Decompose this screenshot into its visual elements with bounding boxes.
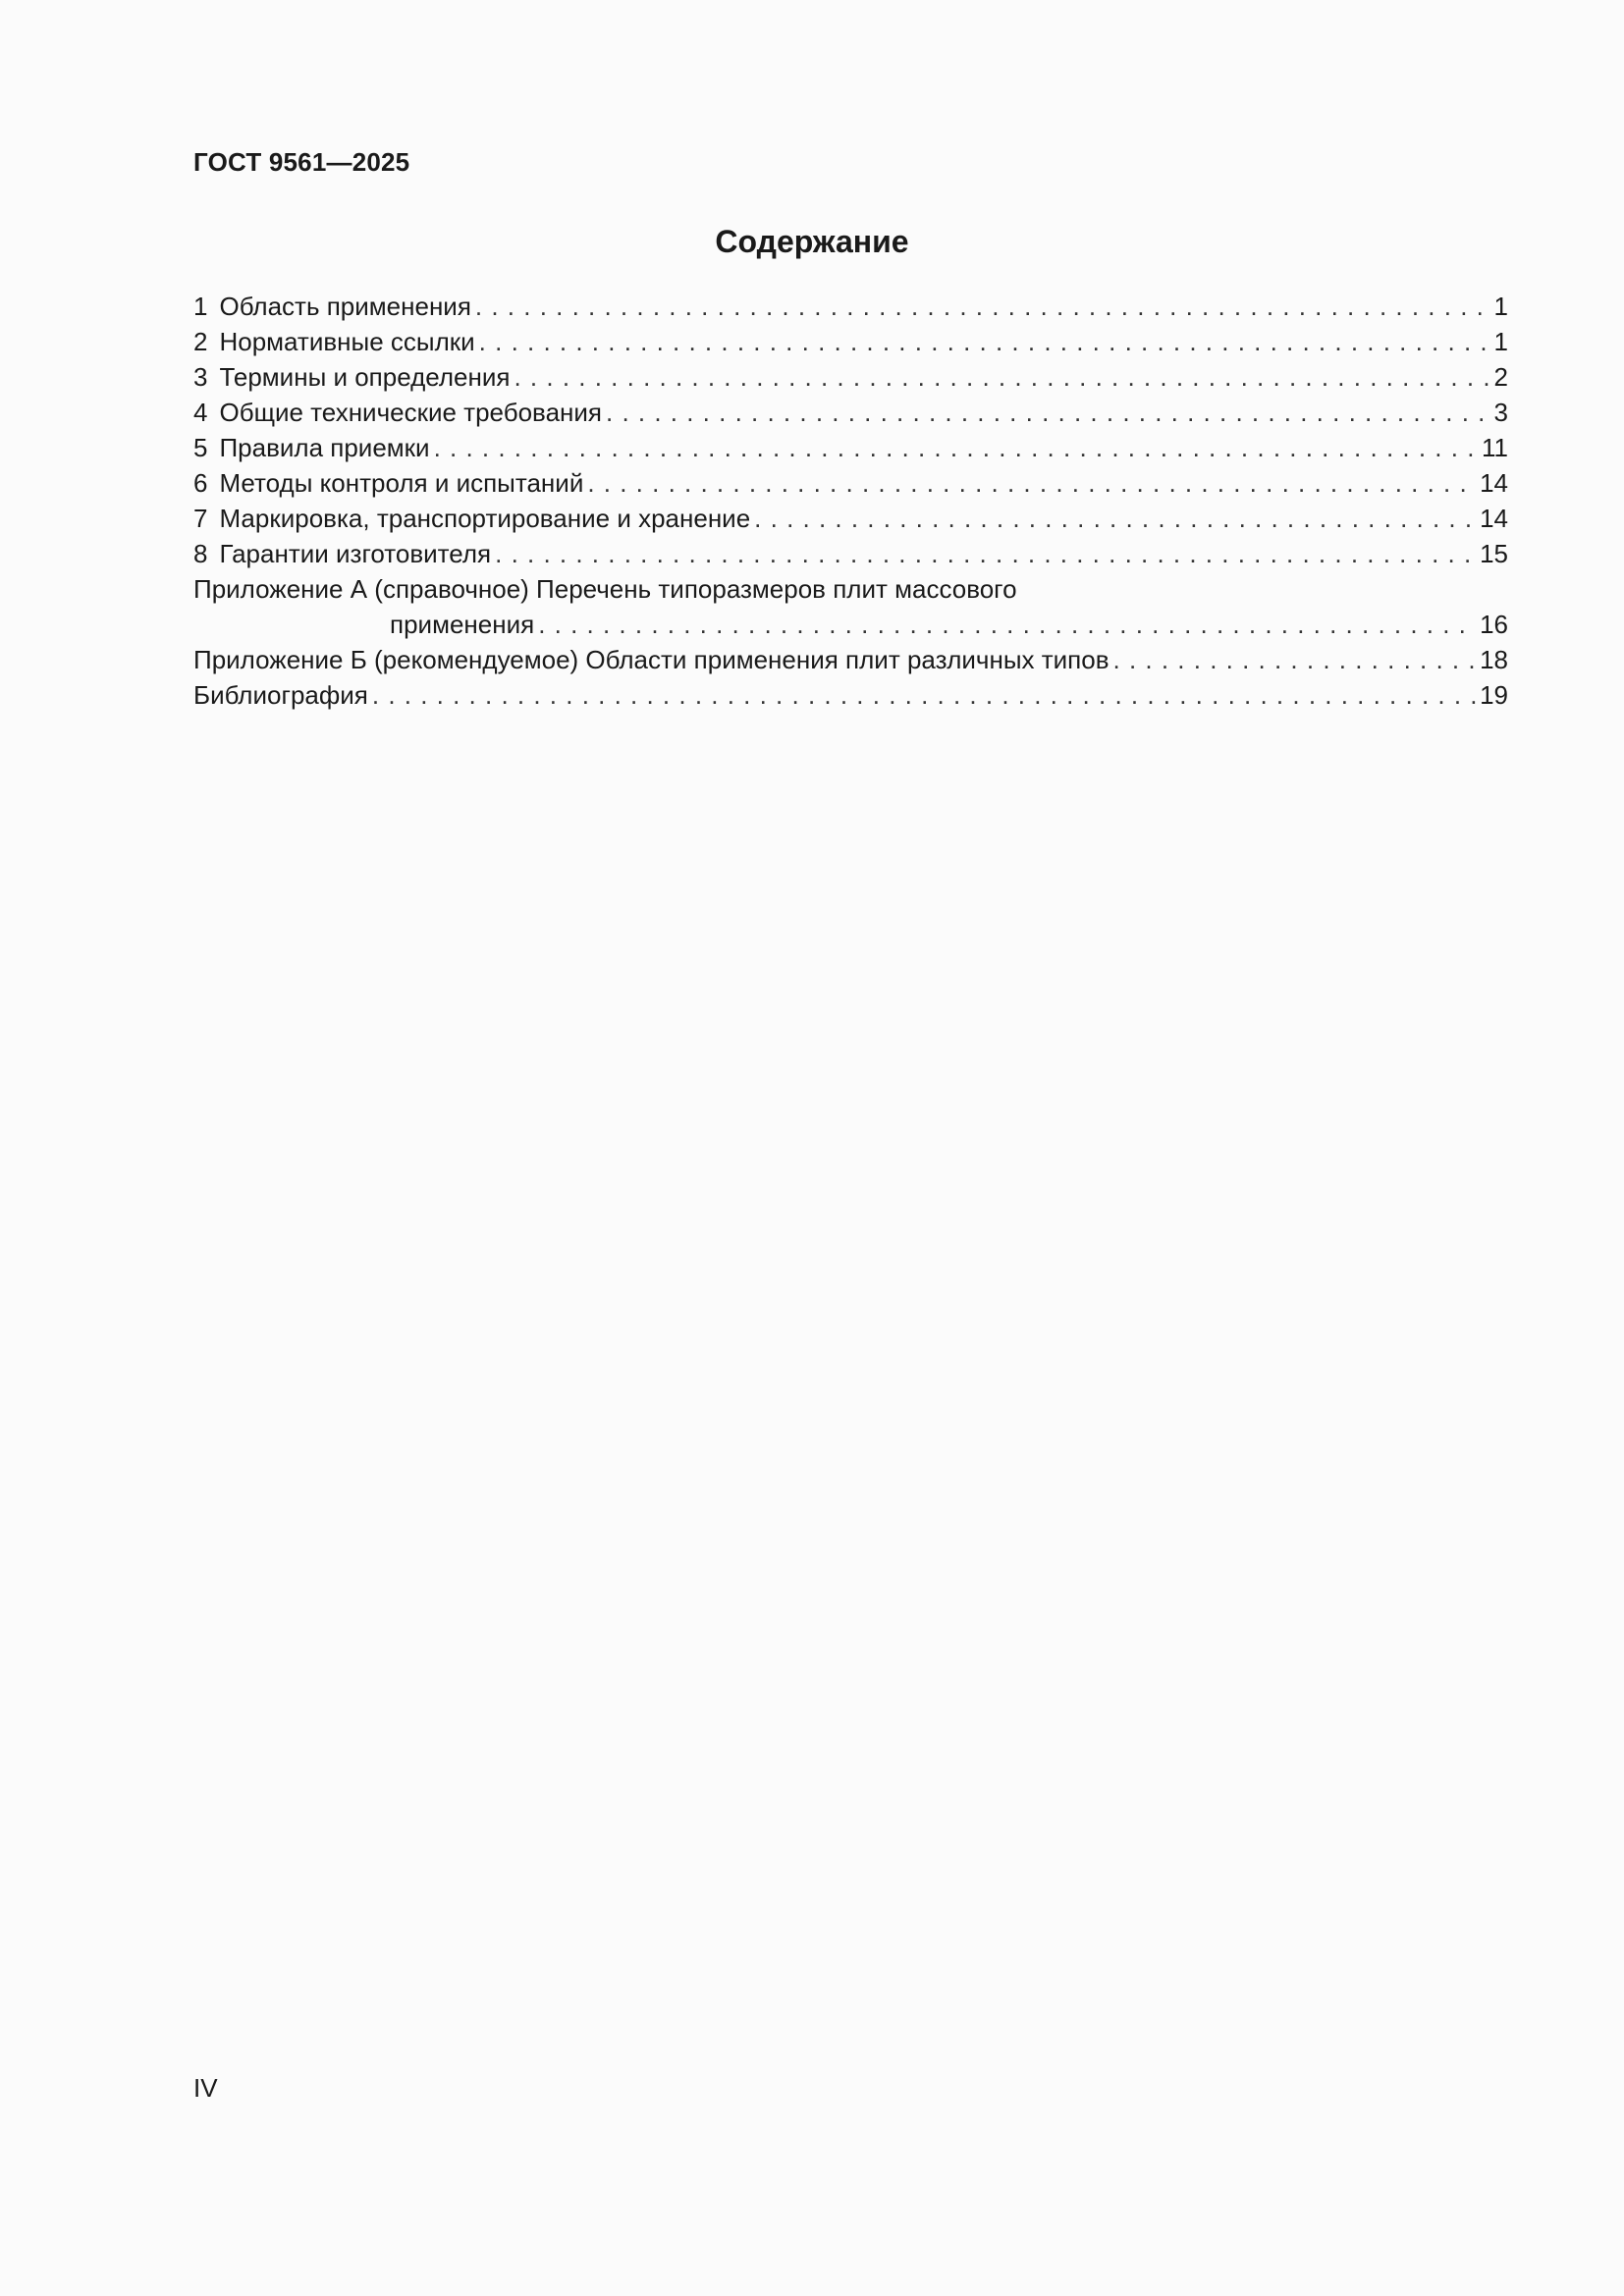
- toc-appendix-a-label: Приложение А (справочное) Перечень типоразмеров плит массового: [193, 574, 1017, 604]
- toc-item-page: 18: [1480, 645, 1508, 674]
- toc-appendix-b[interactable]: [193, 642, 1508, 677]
- dot-leader: [479, 324, 1491, 359]
- dot-leader: [1113, 642, 1478, 677]
- toc-item-page: 14: [1480, 504, 1508, 533]
- toc-item-number: 4: [193, 398, 208, 427]
- toc-item-page: 11: [1482, 433, 1508, 462]
- dot-leader: [538, 607, 1477, 642]
- toc-appendix-a-label-cont: применения: [390, 610, 535, 639]
- toc-item-page: 19: [1480, 680, 1508, 710]
- toc-item-label: Маркировка, транспортирование и хранение: [219, 504, 751, 533]
- toc-item-page: 2: [1493, 362, 1508, 392]
- toc-item-number: 2: [193, 327, 208, 356]
- toc-item-number: 8: [193, 539, 208, 568]
- toc-item[interactable]: [193, 324, 1508, 359]
- toc-item-number: 6: [193, 468, 208, 498]
- toc-item[interactable]: [193, 465, 1508, 501]
- toc-bibliography[interactable]: [193, 677, 1508, 713]
- toc-item-page: 1: [1493, 292, 1508, 321]
- toc-item-number: 5: [193, 433, 208, 462]
- toc-item-number: 3: [193, 362, 208, 392]
- dot-leader: [606, 395, 1491, 430]
- dot-leader: [514, 359, 1490, 395]
- toc-item[interactable]: [193, 395, 1508, 430]
- dot-leader: [754, 501, 1477, 536]
- toc-item-label: Термины и определения: [219, 362, 511, 392]
- toc-item-page: 16: [1480, 610, 1508, 639]
- toc-appendix-a-line1[interactable]: [193, 571, 1508, 607]
- document-code: ГОСТ 9561—2025: [193, 147, 410, 177]
- toc-item[interactable]: [193, 430, 1508, 465]
- toc-item-page: 3: [1493, 398, 1508, 427]
- dot-leader: [372, 677, 1477, 713]
- toc-item[interactable]: [193, 536, 1508, 571]
- toc-item[interactable]: [193, 289, 1508, 324]
- toc-item-number: 1: [193, 292, 208, 321]
- toc-item-number: 7: [193, 504, 208, 533]
- toc-appendix-b-label: Приложение Б (рекомендуемое) Области применения плит различных типов: [193, 645, 1110, 674]
- toc-bibliography-label: Библиография: [193, 680, 368, 710]
- table-of-contents: [193, 289, 1508, 713]
- toc-item-label: Нормативные ссылки: [219, 327, 475, 356]
- toc-item-label: Гарантии изготовителя: [219, 539, 492, 568]
- toc-item-label: Методы контроля и испытаний: [219, 468, 584, 498]
- toc-appendix-a-line2[interactable]: [193, 607, 1508, 642]
- toc-item-label: Область применения: [219, 292, 471, 321]
- toc-item-page: 14: [1480, 468, 1508, 498]
- toc-item-page: 1: [1493, 327, 1508, 356]
- toc-item-label: Правила приемки: [219, 433, 430, 462]
- toc-title: Содержание: [715, 224, 909, 259]
- page-number: IV: [193, 2073, 218, 2103]
- toc-item-label: Общие технические требования: [219, 398, 602, 427]
- dot-leader: [434, 430, 1479, 465]
- dot-leader: [475, 289, 1491, 324]
- dot-leader: [495, 536, 1477, 571]
- toc-item[interactable]: [193, 501, 1508, 536]
- toc-item-page: 15: [1480, 539, 1508, 568]
- dot-leader: [587, 465, 1477, 501]
- toc-item[interactable]: [193, 359, 1508, 395]
